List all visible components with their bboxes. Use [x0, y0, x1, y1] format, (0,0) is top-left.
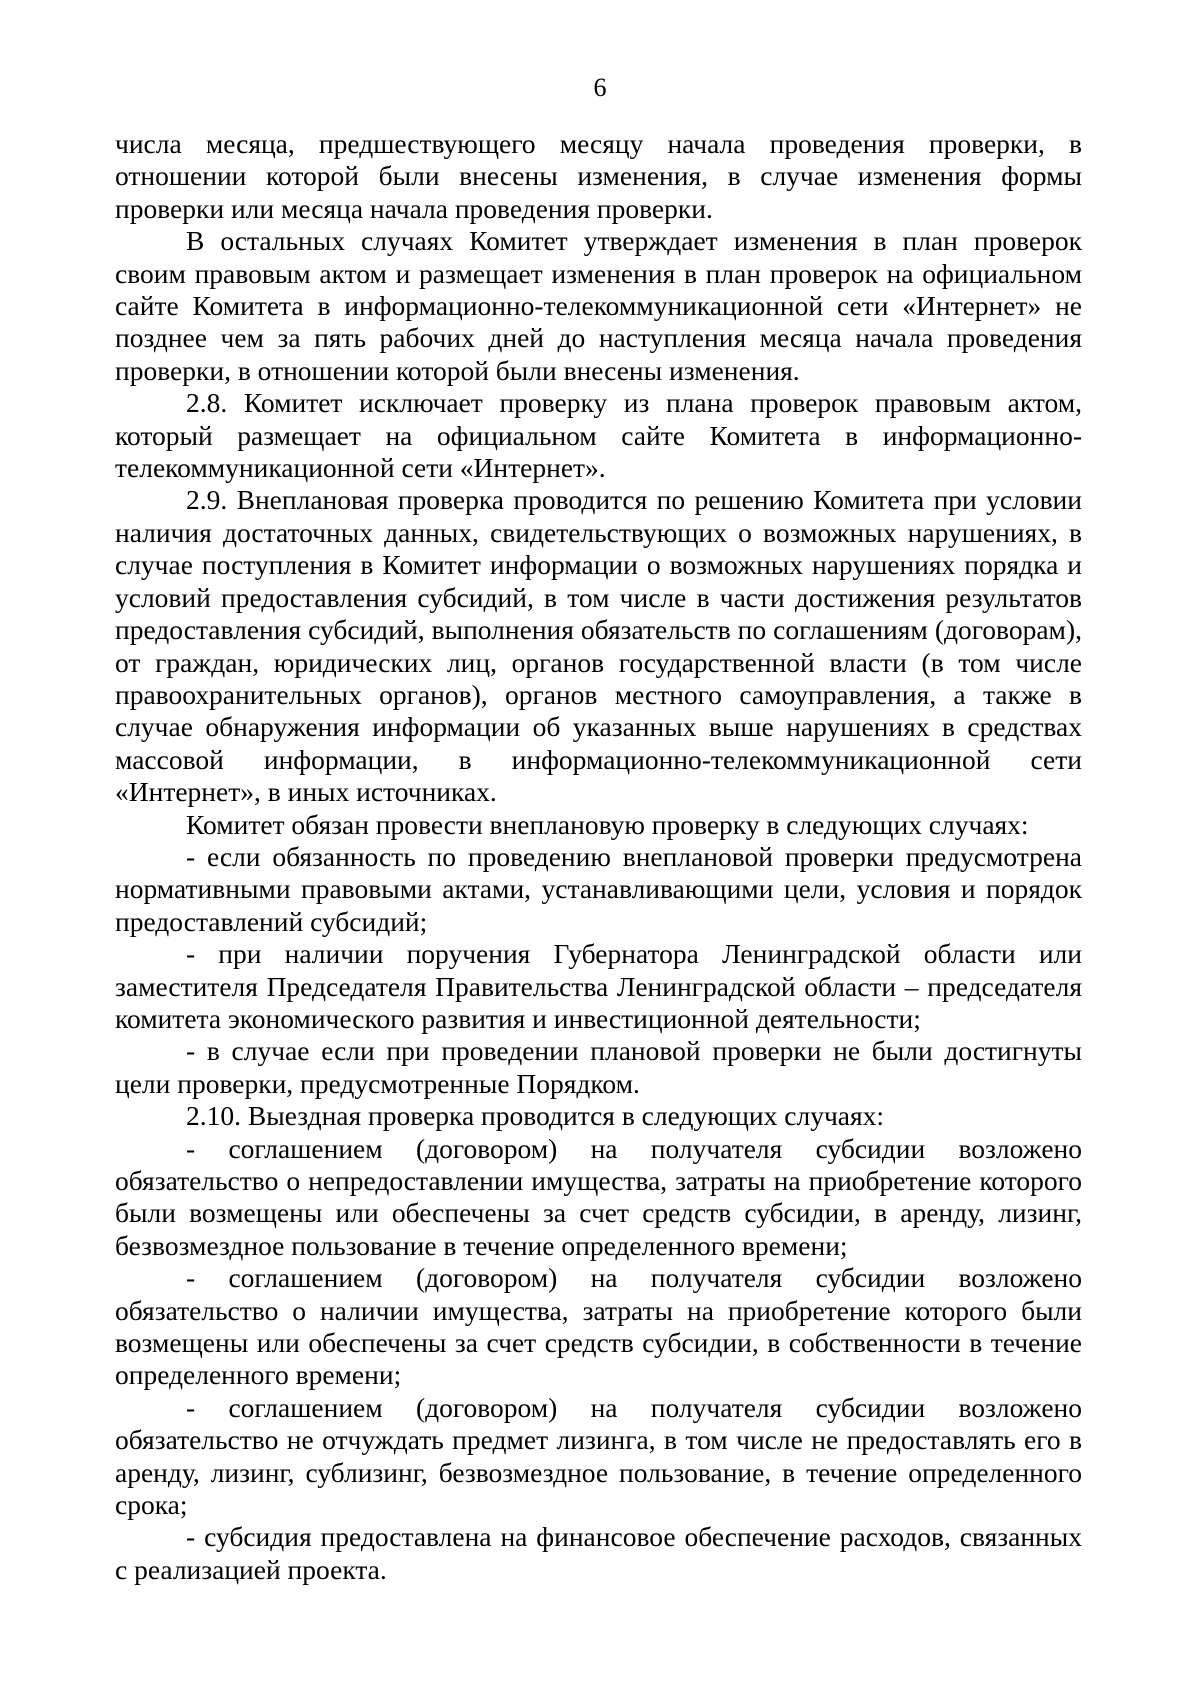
list-item-no-lease: - соглашением (договором) на получателя субсидии возложено обязательство о непредоставлении имущества, затраты на приобретение которого были возмещены или обеспечены за счет средств субсидии, в аренду, лизинг, безвозмездное пользование в течение определенного времени; — [115, 1132, 1082, 1261]
list-item-legal-acts: - если обязанность по проведению внеплановой проверки предусмотрена нормативными правовыми актами, устанавливающими цели, условия и порядок предоставлений субсидий; — [115, 840, 1082, 937]
paragraph-2-9: 2.9. Внеплановая проверка проводится по решению Комитета при условии наличия достаточных данных, свидетельствующих о возможных нарушениях, в случае поступления в Комитет информации о возможных нарушениях порядка и условий предоставления субсидий, в том числе в части достижения результатов предоставления субсидий, выполнения обязательств по соглашениям (договорам), от граждан, юридических лиц, органов государственной власти (в том числе правоохранительных органов), органов местного самоуправления, а также в случае обнаружения информации об указанных выше нарушениях в средствах массовой информации, в информационно-телекоммуникационной сети «Интернет», в иных источниках. — [115, 484, 1082, 808]
paragraph-2-8: 2.8. Комитет исключает проверку из плана проверок правовым актом, который размещает на официальном сайте Комитета в информационно-телекоммуникационной сети «Интернет». — [115, 387, 1082, 484]
paragraph-continuation: числа месяца, предшествующего месяцу начала проведения проверки, в отношении которой были внесены изменения, в случае изменения формы проверки или месяца начала проведения проверки. — [115, 128, 1082, 224]
list-item-project-financing: - субсидия предоставлена на финансовое обеспечение расходов, связанных с реализацией проекта. — [115, 1521, 1082, 1585]
paragraph-2-10: 2.10. Выездная проверка проводится в следующих случаях: — [186, 1100, 885, 1132]
list-item-governor-order: - при наличии поручения Губернатора Ленинградской области или заместителя Председателя Правительства Ленинградской области – председателя комитета экономического развития и инвестиционной деятельности; — [115, 938, 1082, 1034]
page-number: 6 — [593, 73, 607, 102]
document-body — [115, 128, 1082, 1586]
paragraph-unscheduled-intro: Комитет обязан провести внеплановую проверку в следующих случаях: — [186, 808, 1029, 840]
list-item-goals-not-achieved: - в случае если при проведении плановой проверки не были достигнуты цели проверки, предусмотренные Порядком. — [115, 1035, 1082, 1099]
list-item-property-ownership: - соглашением (договором) на получателя субсидии возложено обязательство о наличии имущества, затраты на приобретение которого были возмещены или обеспечены за счет средств субсидии, в собственности в течение определенного времени; — [115, 1262, 1082, 1391]
list-item-no-alienation: - соглашением (договором) на получателя субсидии возложено обязательство не отчуждать предмет лизинга, в том числе не предоставлять его в аренду, лизинг, сублизинг, безвозмездное пользование, в течение определенного срока; — [115, 1391, 1082, 1521]
paragraph-plan-changes: В остальных случаях Комитет утверждает изменения в план проверок своим правовым актом и размещает изменения в план проверок на официальном сайте Комитета в информационно-телекоммуникационной сети «Интернет» не позднее чем за пять рабочих дней до наступления месяца начала проведения проверки, в отношении которой были внесены изменения. — [115, 225, 1082, 386]
